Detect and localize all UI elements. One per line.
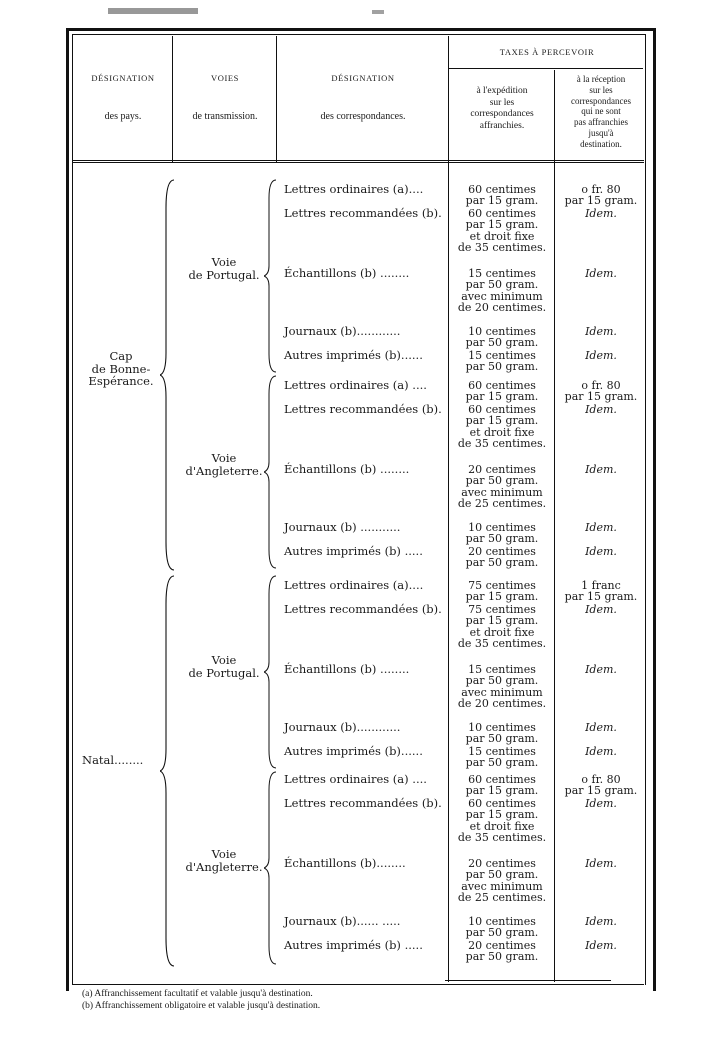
row-expedition	[452, 184, 552, 207]
row-expedition	[452, 604, 552, 650]
row-expedition-line: et droit fixe	[469, 229, 535, 243]
row-expedition-line: 10 centimes	[468, 915, 536, 928]
row-reception-line: par 15 gram.	[564, 590, 638, 604]
row-expedition	[452, 380, 552, 403]
header-corr-sub: des correspondances.	[320, 111, 406, 122]
row-expedition-line: 15 centimes	[468, 267, 536, 280]
row-expedition-line: 20 centimes	[468, 857, 536, 870]
row-expedition-line: de 25 centimes.	[457, 891, 547, 905]
header-reception-line: jusqu'à	[588, 127, 614, 138]
voie-name-line: d'Angleterre.	[185, 859, 263, 874]
row-reception-line: Idem.	[585, 745, 617, 758]
header-pays-title: DÉSIGNATION	[91, 73, 155, 83]
row-expedition	[452, 664, 552, 710]
row-expedition-line: de 25 centimes.	[457, 497, 547, 511]
row-expedition-line: par 15 gram.	[465, 218, 539, 232]
header-expedition-line: correspondances	[470, 109, 534, 119]
header-reception-line: à la réception	[576, 74, 626, 84]
row-label: Échantillons (b) ........	[284, 266, 410, 280]
voie-brace-3	[264, 574, 280, 770]
row-expedition-line: par 15 gram.	[465, 614, 539, 628]
row-reception	[556, 522, 646, 533]
row-expedition-line: par 50 gram.	[465, 674, 539, 688]
row-reception-line: par 15 gram.	[564, 784, 638, 798]
row-expedition-line: par 50 gram.	[465, 278, 539, 292]
row-reception-line: Idem.	[585, 349, 617, 362]
row-reception	[556, 798, 646, 809]
row-reception-line: Idem.	[585, 325, 617, 338]
voie-angleterre-1	[178, 452, 270, 477]
row-reception	[556, 380, 646, 403]
row-expedition	[452, 580, 552, 603]
row-expedition	[452, 774, 552, 797]
row-reception	[556, 546, 646, 557]
country-brace-2	[160, 574, 178, 968]
row-reception-line: o fr. 80	[581, 379, 621, 392]
row-expedition-line: par 50 gram.	[465, 756, 539, 770]
row-reception	[556, 184, 646, 207]
header-corr-title: DÉSIGNATION	[331, 73, 395, 83]
voie-portugal-1	[178, 256, 270, 281]
row-reception	[556, 604, 646, 615]
row-reception	[556, 722, 646, 733]
row-expedition-line: 20 centimes	[468, 463, 536, 476]
row-expedition-line: de 35 centimes.	[457, 241, 547, 255]
row-reception-line: Idem.	[585, 267, 617, 280]
row-expedition-line: par 50 gram.	[465, 474, 539, 488]
row-expedition-line: 60 centimes	[468, 403, 536, 416]
row-expedition-line: et droit fixe	[469, 425, 535, 439]
row-expedition-line: 10 centimes	[468, 521, 536, 534]
country-name-line: Cap	[109, 349, 133, 363]
row-reception	[556, 940, 646, 951]
row-expedition-line: par 15 gram.	[465, 590, 539, 604]
header-reception-line: correspondances	[571, 95, 631, 106]
row-reception	[556, 464, 646, 475]
row-reception-line: Idem.	[585, 463, 617, 476]
header-expedition-line: à l'expédition	[476, 86, 528, 96]
row-expedition	[452, 940, 552, 963]
row-reception-line: Idem.	[585, 207, 617, 220]
row-reception	[556, 774, 646, 797]
row-reception-line: Idem.	[585, 663, 617, 676]
row-reception-line: par 15 gram.	[564, 390, 638, 404]
row-label: Journaux (b)...... .....	[284, 914, 401, 928]
row-expedition-line: avec minimum	[461, 289, 543, 303]
voie-name-line: d'Angleterre.	[185, 463, 263, 478]
row-expedition-line: par 15 gram.	[465, 808, 539, 822]
row-label: Lettres recommandées (b).	[284, 796, 442, 810]
row-expedition-line: 20 centimes	[468, 939, 536, 952]
row-label: Autres imprimés (b) .....	[284, 938, 423, 952]
row-label: Lettres ordinaires (a) ....	[284, 772, 427, 786]
header-reception-line: destination.	[580, 138, 622, 149]
row-expedition-line: avec minimum	[461, 685, 543, 699]
row-reception	[556, 858, 646, 869]
row-expedition-line: par 50 gram.	[465, 532, 539, 546]
row-expedition-line: de 20 centimes.	[457, 697, 547, 711]
row-label: Échantillons (b)........	[284, 856, 406, 870]
country-cap-bonne-esperance	[78, 350, 164, 388]
header-pays-sub: des pays.	[104, 111, 142, 122]
row-expedition	[452, 404, 552, 450]
header-expedition	[452, 86, 552, 132]
row-expedition-line: 60 centimes	[468, 379, 536, 392]
row-expedition-line: 75 centimes	[468, 579, 536, 592]
voie-name-line: Voie	[211, 255, 237, 269]
row-expedition-line: 10 centimes	[468, 325, 536, 338]
row-reception-line: Idem.	[585, 521, 617, 534]
row-expedition-line: de 20 centimes.	[457, 301, 547, 315]
row-expedition-line: et droit fixe	[469, 625, 535, 639]
row-reception-line: Idem.	[585, 915, 617, 928]
row-label: Lettres ordinaires (a)....	[284, 578, 424, 592]
row-expedition-line: 15 centimes	[468, 663, 536, 676]
row-reception-line: Idem.	[585, 403, 617, 416]
row-reception	[556, 208, 646, 219]
cropped-page-number-fragment	[372, 10, 384, 14]
row-label: Journaux (b) ...........	[284, 520, 401, 534]
voie-name-line: de Portugal.	[188, 267, 260, 282]
row-expedition-line: avec minimum	[461, 879, 543, 893]
row-expedition-line: par 50 gram.	[465, 336, 539, 350]
row-expedition-line: par 50 gram.	[465, 732, 539, 746]
row-expedition	[452, 350, 552, 373]
taxes-subheader-line	[449, 68, 643, 69]
header-reception	[557, 74, 645, 150]
country-name-line: de Bonne-	[91, 361, 151, 376]
row-expedition	[452, 798, 552, 844]
header-expedition-line: sur les	[489, 97, 515, 108]
row-expedition-line: par 15 gram.	[465, 414, 539, 428]
header-expedition-line: affranchies.	[479, 120, 525, 131]
row-reception-line: par 15 gram.	[564, 194, 638, 208]
table-inner-frame	[72, 34, 646, 985]
row-expedition	[452, 916, 552, 939]
row-label: Lettres recommandées (b).	[284, 402, 442, 416]
row-label: Autres imprimés (b) .....	[284, 544, 423, 558]
row-reception	[556, 404, 646, 415]
row-reception	[556, 746, 646, 757]
row-expedition-line: 60 centimes	[468, 183, 536, 196]
header-taxes-title: TAXES À PERCEVOIR	[499, 47, 595, 57]
row-expedition-line: 20 centimes	[468, 545, 536, 558]
country-name-line: Natal........	[82, 753, 144, 767]
row-expedition-line: par 15 gram.	[465, 390, 539, 404]
row-expedition-line: 15 centimes	[468, 349, 536, 362]
row-reception	[556, 580, 646, 603]
row-label: Lettres ordinaires (a) ....	[284, 378, 427, 392]
voie-name-line: Voie	[211, 451, 237, 465]
row-expedition	[452, 464, 552, 510]
row-expedition	[452, 858, 552, 904]
row-expedition-line: par 15 gram.	[465, 784, 539, 798]
row-reception-line: Idem.	[585, 603, 617, 616]
country-name-line: Espérance.	[88, 374, 154, 388]
row-label: Lettres recommandées (b).	[284, 602, 442, 616]
row-expedition-line: par 50 gram.	[465, 556, 539, 570]
footnote-a: (a) Affranchissement facultatif et valable jusqu'à destination.	[82, 989, 313, 999]
row-reception-line: Idem.	[585, 939, 617, 952]
row-expedition-line: par 50 gram.	[465, 950, 539, 964]
row-expedition-line: 15 centimes	[468, 745, 536, 758]
footnote-rule	[73, 984, 644, 985]
row-expedition-line: par 15 gram.	[465, 194, 539, 208]
header-bottom-line	[73, 160, 644, 161]
row-expedition	[452, 522, 552, 545]
voie-brace-4	[264, 770, 280, 966]
row-expedition	[452, 208, 552, 254]
header-bottom-line-2	[73, 162, 644, 163]
footnote-b: (b) Affranchissement obligatoire et valable jusqu'à destination.	[82, 1001, 321, 1011]
row-label: Échantillons (b) ........	[284, 462, 410, 476]
row-label: Journaux (b)............	[284, 720, 401, 734]
row-expedition-line: 75 centimes	[468, 603, 536, 616]
row-reception	[556, 326, 646, 337]
row-label: Autres imprimés (b)......	[284, 744, 423, 758]
row-reception-line: Idem.	[585, 857, 617, 870]
row-label: Lettres ordinaires (a)....	[284, 182, 424, 196]
col-divider-2	[276, 36, 277, 162]
row-reception	[556, 268, 646, 279]
row-reception-line: Idem.	[585, 797, 617, 810]
row-label: Échantillons (b) ........	[284, 662, 410, 676]
voie-angleterre-2	[178, 848, 270, 873]
header-voies-title: VOIES	[210, 73, 240, 83]
row-expedition-line: par 50 gram.	[465, 926, 539, 940]
row-expedition-line: de 35 centimes.	[457, 437, 547, 451]
header-voies-sub: de transmission.	[192, 111, 258, 122]
row-reception	[556, 916, 646, 927]
country-natal	[78, 754, 168, 767]
header-reception-line: sur les	[589, 84, 613, 95]
row-reception	[556, 664, 646, 675]
voie-name-line: Voie	[211, 653, 237, 667]
voie-name-line: de Portugal.	[188, 665, 260, 680]
row-expedition	[452, 722, 552, 745]
header-reception-line: pas affranchies	[573, 117, 629, 128]
row-reception-line: o fr. 80	[581, 773, 621, 786]
row-expedition-line: par 50 gram.	[465, 868, 539, 882]
row-reception-line: 1 franc	[581, 579, 621, 592]
row-expedition-line: 60 centimes	[468, 797, 536, 810]
row-expedition-line: 60 centimes	[468, 207, 536, 220]
col-divider-1	[172, 36, 173, 162]
row-expedition-line: et droit fixe	[469, 819, 535, 833]
row-reception-line: o fr. 80	[581, 183, 621, 196]
row-expedition-line: 60 centimes	[468, 773, 536, 786]
voie-portugal-2	[178, 654, 270, 679]
row-label: Autres imprimés (b)......	[284, 348, 423, 362]
row-expedition-line: 10 centimes	[468, 721, 536, 734]
row-reception-line: Idem.	[585, 545, 617, 558]
voie-brace-2	[264, 374, 280, 570]
country-brace-1	[160, 178, 178, 572]
row-expedition	[452, 268, 552, 314]
table-bottom-short-line	[445, 980, 611, 981]
header-reception-line: qui ne sont	[581, 106, 621, 117]
row-expedition-line: de 35 centimes.	[457, 831, 547, 845]
row-label: Journaux (b)............	[284, 324, 401, 338]
voie-name-line: Voie	[211, 847, 237, 861]
row-label: Lettres recommandées (b).	[284, 206, 442, 220]
row-reception	[556, 350, 646, 361]
row-expedition	[452, 326, 552, 349]
row-expedition-line: par 50 gram.	[465, 360, 539, 374]
col-divider-3	[448, 36, 449, 982]
voie-brace-1	[264, 178, 280, 374]
row-expedition-line: de 35 centimes.	[457, 637, 547, 651]
row-expedition-line: avec minimum	[461, 485, 543, 499]
row-expedition	[452, 746, 552, 769]
col-divider-4	[554, 70, 555, 982]
cropped-header-fragment	[108, 8, 198, 14]
row-expedition	[452, 546, 552, 569]
row-reception-line: Idem.	[585, 721, 617, 734]
